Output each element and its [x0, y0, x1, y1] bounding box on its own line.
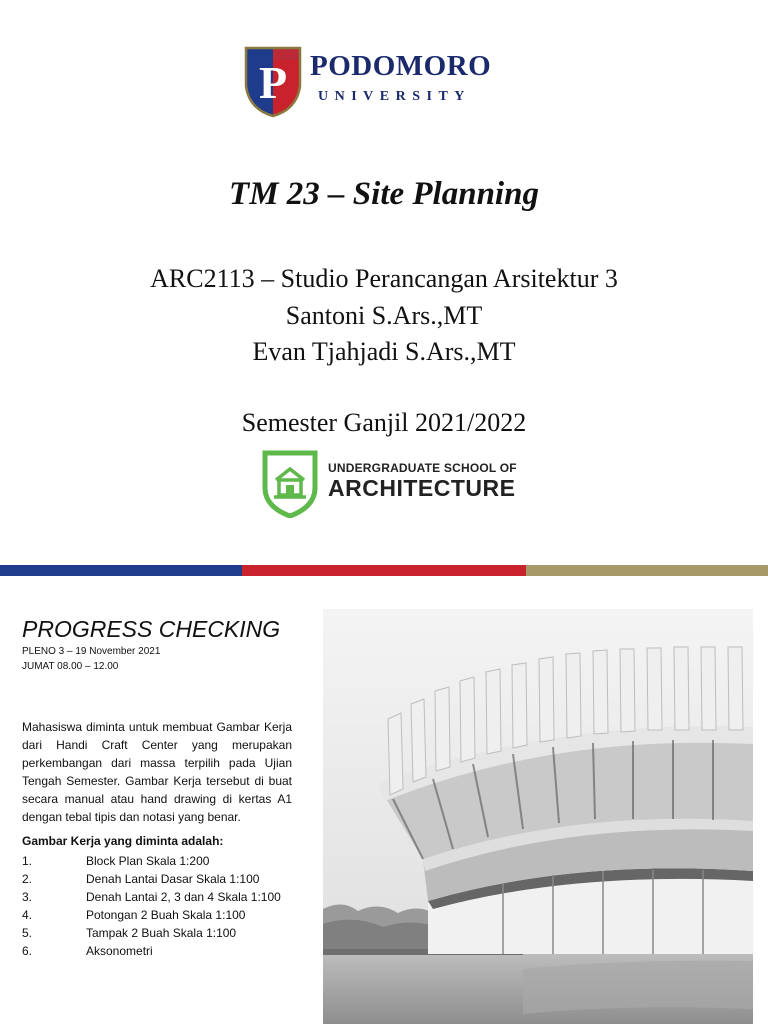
- podomoro-university-logo: [244, 46, 504, 118]
- pleno-date: PLENO 3 – 19 November 2021: [22, 646, 161, 657]
- band-red: [242, 565, 526, 576]
- semester: Semester Ganjil 2021/2022: [241, 408, 527, 437]
- building-photo: [323, 609, 753, 1024]
- course-name: ARC2113 – Studio Perancangan Arsitektur 3: [150, 264, 618, 293]
- university-subtitle: UNIVERSITY: [318, 89, 471, 104]
- drawing-list: [22, 852, 312, 960]
- house-shield-icon: [262, 450, 318, 518]
- school-name: ARCHITECTURE: [328, 475, 516, 501]
- list-item: 6. Aksonometri: [22, 944, 153, 958]
- list-item: 1. Block Plan Skala 1:200: [22, 854, 210, 868]
- slide-title: TM 23 – Site Planning: [229, 176, 539, 212]
- list-item: 5. Tampak 2 Buah Skala 1:100: [22, 926, 237, 940]
- school-label: UNDERGRADUATE SCHOOL OF: [328, 461, 517, 475]
- architecture-school-logo: [262, 450, 517, 520]
- podomoro-shield-icon: [244, 46, 302, 118]
- list-item: 4. Potongan 2 Buah Skala 1:100: [22, 908, 246, 922]
- progress-title: PROGRESS CHECKING: [22, 616, 281, 642]
- list-item: 2. Denah Lantai Dasar Skala 1:100: [22, 872, 260, 886]
- svg-text:P: P: [258, 57, 288, 108]
- lecturer-1: Santoni S.Ars.,MT: [285, 301, 483, 330]
- university-name: PODOMORO: [310, 50, 492, 82]
- instruction-paragraph: Mahasiswa diminta untuk membuat Gambar Kerja dari Handi Craft Center yang merupakan perkembangan dari massa terpilih pada Ujian Tengah Semester. Gambar Kerja tersebut di buat secara manual atau hand drawing di kertas A1 dengan tebal tipis dan notasi yang benar.: [22, 720, 292, 824]
- session-time: JUMAT 08.00 – 12.00: [22, 661, 119, 672]
- list-heading: Gambar Kerja yang diminta adalah:: [22, 834, 224, 848]
- list-item: 3. Denah Lantai 2, 3 dan 4 Skala 1:100: [22, 890, 281, 904]
- progress-slide: [0, 576, 768, 1024]
- band-gold: [526, 565, 768, 576]
- band-blue: [0, 565, 242, 576]
- lecturer-2: Evan Tjahjadi S.Ars.,MT: [252, 337, 516, 366]
